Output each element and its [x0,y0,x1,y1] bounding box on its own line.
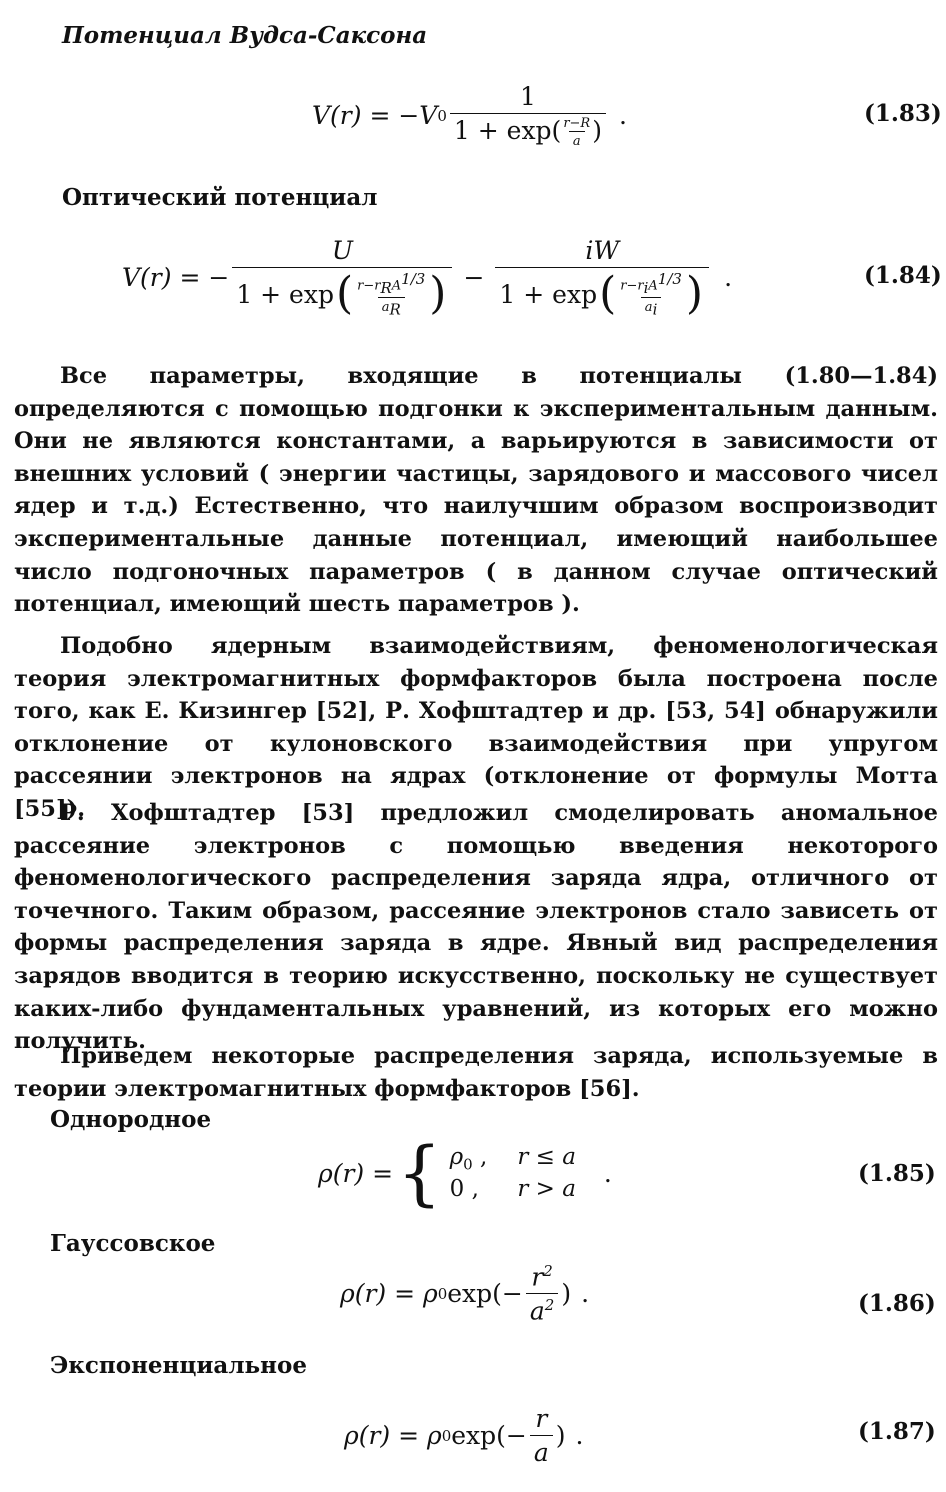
equation-number-1-86: (1.86) [858,1290,936,1317]
equation-number-1-84: (1.84) [864,262,942,289]
equation-1-84: V(r) = − U 1 + exp ( $r-r_RA^{1/3}$ $a_R$ ) − iW 1 + exp ( $r-r_iA^{1/3}$ $a_i$ ) . [122,236,733,320]
eq184-fraction-real: U 1 + exp ( $r-r_RA^{1/3}$ $a_R$ ) [232,236,452,319]
uniform-label: Однородное [50,1106,212,1133]
cases-brace: { [397,1132,442,1214]
paragraph-hofstadter: Р. Хофштадтер [53] предложил смоделировать аномальное рассеяние электронов с помощью введения некоторого феноменологического распределения заряда ядра, отличного от точечного. Таким образом, рассеяние электронов стало зависеть от формы распределения заряда в ядре. Явный вид распределения зарядов вводится в теорию искусственно, поскольку не существует каких-либо фундаментальных уравнений, из которых его можно получить. [14,800,938,1055]
eq187-fraction: $\frac{r}{a}$ [530,1404,553,1467]
equation-1-86: ρ(r) = ρ 0 exp(− $\frac{r^2}{a^2}$ ) . [340,1262,590,1326]
equation-1-87: ρ(r) = ρ 0 exp(− $\frac{r}{a}$ ) . [344,1404,584,1467]
optical-potential-label: Оптический потенциал [62,184,378,211]
piecewise-cases: $\rho_0$ , r ≤ a 0 , r > a [449,1144,576,1202]
exponential-label: Экспоненциальное [50,1352,307,1379]
eq183-lhs: V(r) = −V [312,101,438,130]
equation-1-85: ρ(r) = { $\rho_0$ , r ≤ a 0 , r > a . [318,1132,612,1214]
paragraph-phenomenology: Подобно ядерным взаимодействиям, феноменологическая теория электромагнитных формфакторов была построена после того, как Е. Кизингер [52], Р. Хофштадтер и др. [53, 54] обнаружили отклонение от кулоновского взаимодействия при упругом рассеянии электронов на ядрах (отклонение от формулы Мотта [55]). [14,633,938,822]
equation-number-1-85: (1.85) [858,1160,936,1187]
eq183-fraction: 1 1 + exp( $\frac{r-R}{a}$ ) [450,82,606,149]
paragraph-distributions: Приведем некоторые распределения заряда, используемые в теории электромагнитных формфакторов [56]. [14,1043,938,1102]
eq186-fraction: $\frac{r^2}{a^2}$ [526,1262,558,1326]
equation-number-1-87: (1.87) [858,1418,936,1445]
equation-number-1-83: (1.83) [864,100,942,127]
eq184-fraction-imaginary: iW 1 + exp ( $r-r_iA^{1/3}$ $a_i$ ) [495,236,709,319]
gaussian-label: Гауссовское [50,1230,216,1257]
woods-saxon-label: Потенциал Вудса-Саксона [62,22,428,49]
equation-1-83: V(r) = −V 0 1 1 + exp( $\frac{r-R}{a}$ ) . [312,82,627,149]
paragraph-parameters: Все параметры, входящие в потенциалы (1.80—1.84) определяются с помощью подгонки к экспериментальным данным. Они не являются константами, а варьируются в зависимости от внешних условий ( энергии частицы, зарядового и массового чисел ядер и т.д.) Естественно, что наилучшим образом воспроизводит экспериментальные данные потенциал, имеющий наибольшее число подгоночных параметров ( в данном случае оптический потенциал, имеющий шесть параметров ). [14,363,938,618]
